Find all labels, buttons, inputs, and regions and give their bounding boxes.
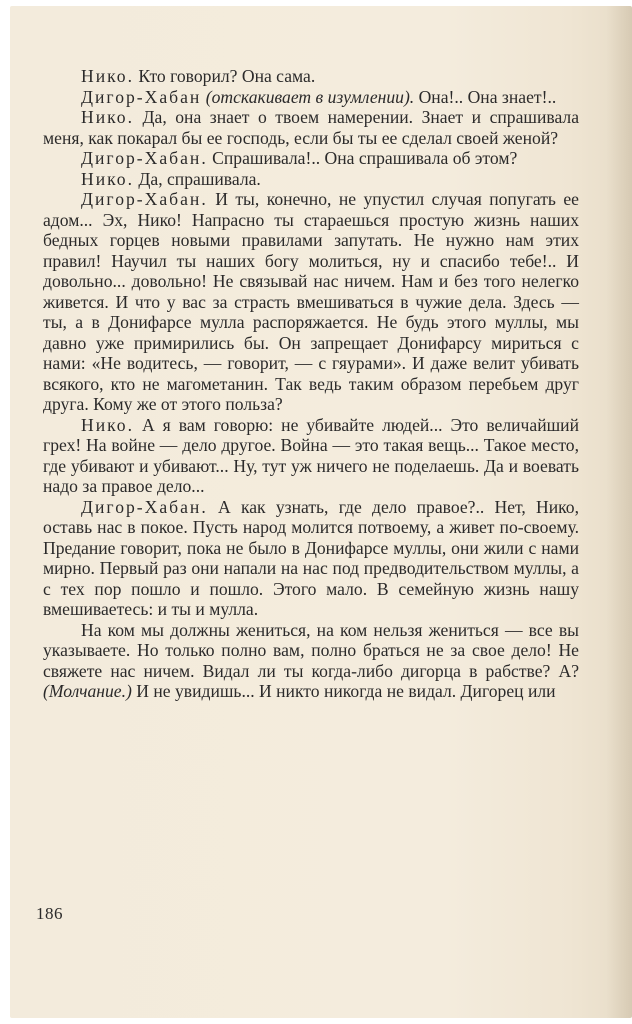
dialogue-text: Спрашивала!.. Она спрашивала об этом? [207,148,518,168]
paragraph-5 [43,169,579,190]
paragraph-7 [43,415,579,497]
paragraph-2 [43,87,579,108]
book-page [10,6,632,1018]
dialogue-text: Да, она знает о твоем намерении. Знает и спрашивала меня, как покарал бы ее господь, если бы ты ее сделал своей женой? [43,107,579,148]
speaker-name: Нико. [81,107,134,127]
speaker-name: Дигор-Хабан. [81,189,208,209]
play-text [43,66,579,702]
dialogue-text: И ты, конечно, не упустил случая попугать ее адом... Эх, Нико! Напрасно ты стараешься простую жизнь наших бедных горцев новыми правилами запутать. Не нужно нам этих правил! Научил ты наших богу молиться, ну и спасибо тебе!.. И довольно... довольно! Не связывай нас ничем. Нам и без того нелегко живется. И что у вас за страсть вмешиваться в чужие дела. Здесь — ты, а в Донифарсе мулла распоряжается. Не будь этого муллы, мы давно уже примирились бы. Он запрещает Донифарсу мириться с нами: «Не водитесь, — говорит, — с гяурами». И даже велит убивать всякого, кто не магометанин. Так ведь таким образом перебьем друг друга. Кому же от этого польза? [43,189,579,414]
stage-direction: (отскакивает в изумлении). [205,86,415,107]
paragraph-1 [43,66,579,87]
speaker-name: Дигор-Хабан. [81,148,208,168]
dialogue-text: Кто говорил? Она сама. [133,66,316,86]
paragraph-4 [43,148,579,169]
page-number: 186 [36,904,63,923]
paragraph-3 [43,107,579,148]
dialogue-text: А я вам говорю: не убивайте людей... Это величайший грех! На войне — дело другое. Война — это такая вещь... Такое место, где убивают и убивают... Ну, тут уж ничего не поделаешь. Да и воевать надо за правое дело... [43,414,579,496]
speaker-name: Дигор-Хабан. [81,496,208,517]
dialogue-text: На ком мы должны жениться, на ком нельзя жениться — все вы указываете. Но только полно вам, полно браться не за свое дело! Не свяжете нас ничем. Видал ли ты когда-либо дигорца в рабстве? А? [43,619,579,681]
paragraph-6 [43,189,579,415]
stage-direction: (Молчание.) [43,681,132,701]
speaker-name: Нико. [81,414,134,435]
dialogue-text: А как узнать, где дело правое?.. Нет, Нико, оставь нас в покое. Пусть народ молится потвоему, а живет по-своему. Предание говорит, пока не было в Донифарсе муллы, они жили с нами мирно. Первый раз они напали на нас под предводительством муллы, а с тех пор пошло и пошло. Этого мало. В семейную жизнь нашу вмешиваетесь: и ты и мулла. [43,496,579,619]
paragraph-9 [43,620,579,702]
page-edge-shadow [606,6,632,1018]
dialogue-text-tail: И не увидишь... И никто никогда не видал. Дигорец или [131,681,556,701]
paragraph-8 [43,497,579,620]
dialogue-text: Да, спрашивала. [133,168,261,189]
speaker-name: Нико. [81,66,134,86]
dialogue-text: Она!.. Она знает!.. [414,86,557,107]
speaker-name: Нико. [81,168,134,189]
speaker-name: Дигор-Хабан [81,86,202,107]
